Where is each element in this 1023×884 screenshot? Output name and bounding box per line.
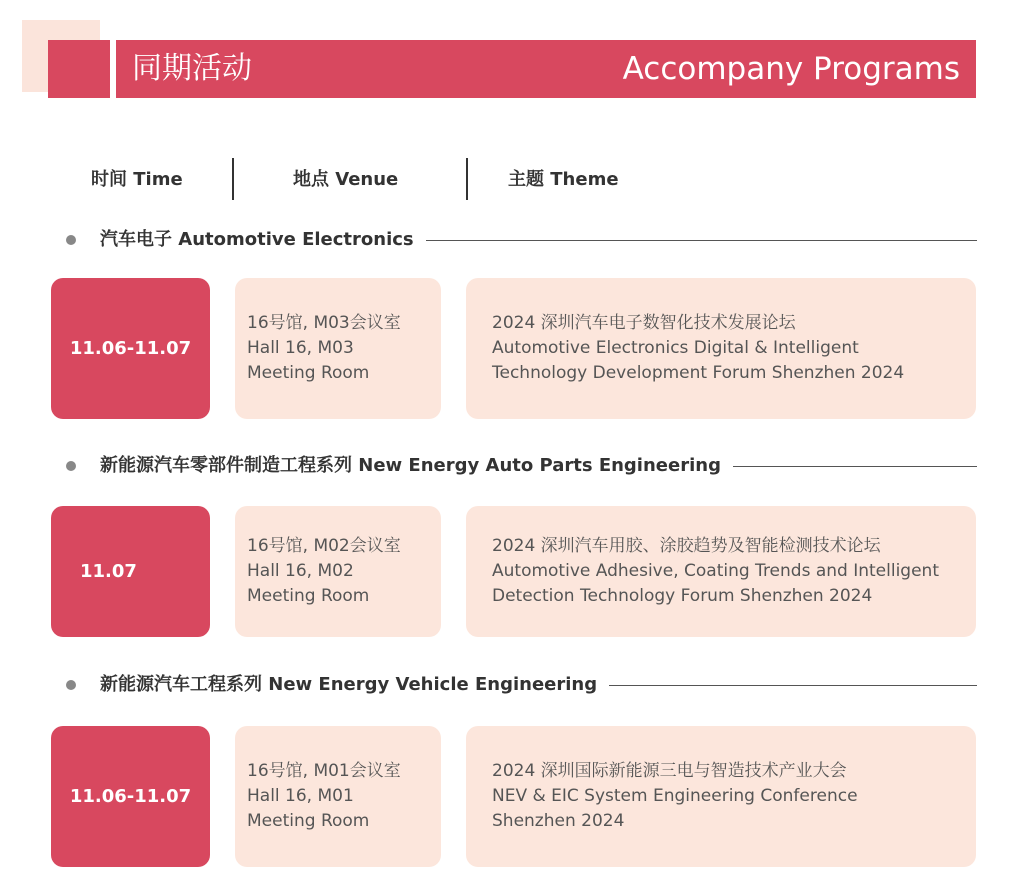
date-text: 11.07	[80, 560, 137, 582]
date-box	[51, 726, 210, 867]
bullet-dot-icon	[66, 680, 76, 690]
date-box	[51, 506, 210, 637]
venue-line-cn: 16号馆, M03会议室	[247, 313, 401, 333]
column-header-venue: 地点 Venue	[293, 169, 399, 190]
venue-line-cn: 16号馆, M01会议室	[247, 761, 401, 781]
section-title-row	[66, 673, 977, 697]
venue-line-room: Meeting Room	[247, 811, 370, 831]
venue-line-hall: Hall 16, M01	[247, 786, 354, 806]
section-divider	[609, 685, 977, 686]
venue-line-hall: Hall 16, M02	[247, 561, 354, 581]
date-box	[51, 278, 210, 419]
section-label: 新能源汽车零部件制造工程系列 New Energy Auto Parts Engineering	[100, 455, 721, 476]
venue-card	[235, 726, 441, 867]
venue-line-room: Meeting Room	[247, 586, 370, 606]
theme-line-cn: 2024 深圳汽车用胶、涂胶趋势及智能检测技术论坛	[492, 536, 881, 556]
banner-title-cn: 同期活动	[132, 51, 252, 86]
venue-card	[235, 506, 441, 637]
theme-line-en-2: Shenzhen 2024	[492, 811, 625, 831]
theme-card	[466, 506, 976, 637]
header-banner	[116, 40, 976, 98]
venue-line-room: Meeting Room	[247, 363, 370, 383]
column-separator	[232, 158, 234, 200]
section-title-row	[66, 454, 977, 478]
theme-line-cn: 2024 深圳国际新能源三电与智造技术产业大会	[492, 761, 847, 781]
theme-line-en-1: Automotive Adhesive, Coating Trends and Intelligent	[492, 561, 939, 581]
column-header-time: 时间 Time	[91, 169, 183, 190]
section-title-row	[66, 228, 977, 252]
banner-accent-square	[48, 40, 110, 98]
section-label: 汽车电子 Automotive Electronics	[100, 229, 414, 250]
theme-line-en-1: Automotive Electronics Digital & Intelligent	[492, 338, 859, 358]
theme-card	[466, 278, 976, 419]
column-header-theme: 主题 Theme	[508, 169, 619, 190]
theme-line-cn: 2024 深圳汽车电子数智化技术发展论坛	[492, 313, 796, 333]
venue-card	[235, 278, 441, 419]
section-divider	[733, 466, 977, 467]
theme-line-en-2: Technology Development Forum Shenzhen 2024	[492, 363, 905, 383]
venue-line-cn: 16号馆, M02会议室	[247, 536, 401, 556]
theme-line-en-1: NEV & EIC System Engineering Conference	[492, 786, 858, 806]
section-divider	[426, 240, 977, 241]
banner-title-en: Accompany Programs	[622, 51, 960, 87]
date-text: 11.06-11.07	[69, 785, 192, 807]
venue-line-hall: Hall 16, M03	[247, 338, 354, 358]
bullet-dot-icon	[66, 461, 76, 471]
theme-card	[466, 726, 976, 867]
bullet-dot-icon	[66, 235, 76, 245]
column-separator	[466, 158, 468, 200]
date-text: 11.06-11.07	[69, 337, 192, 359]
section-label: 新能源汽车工程系列 New Energy Vehicle Engineering	[100, 674, 598, 695]
theme-line-en-2: Detection Technology Forum Shenzhen 2024	[492, 586, 873, 606]
